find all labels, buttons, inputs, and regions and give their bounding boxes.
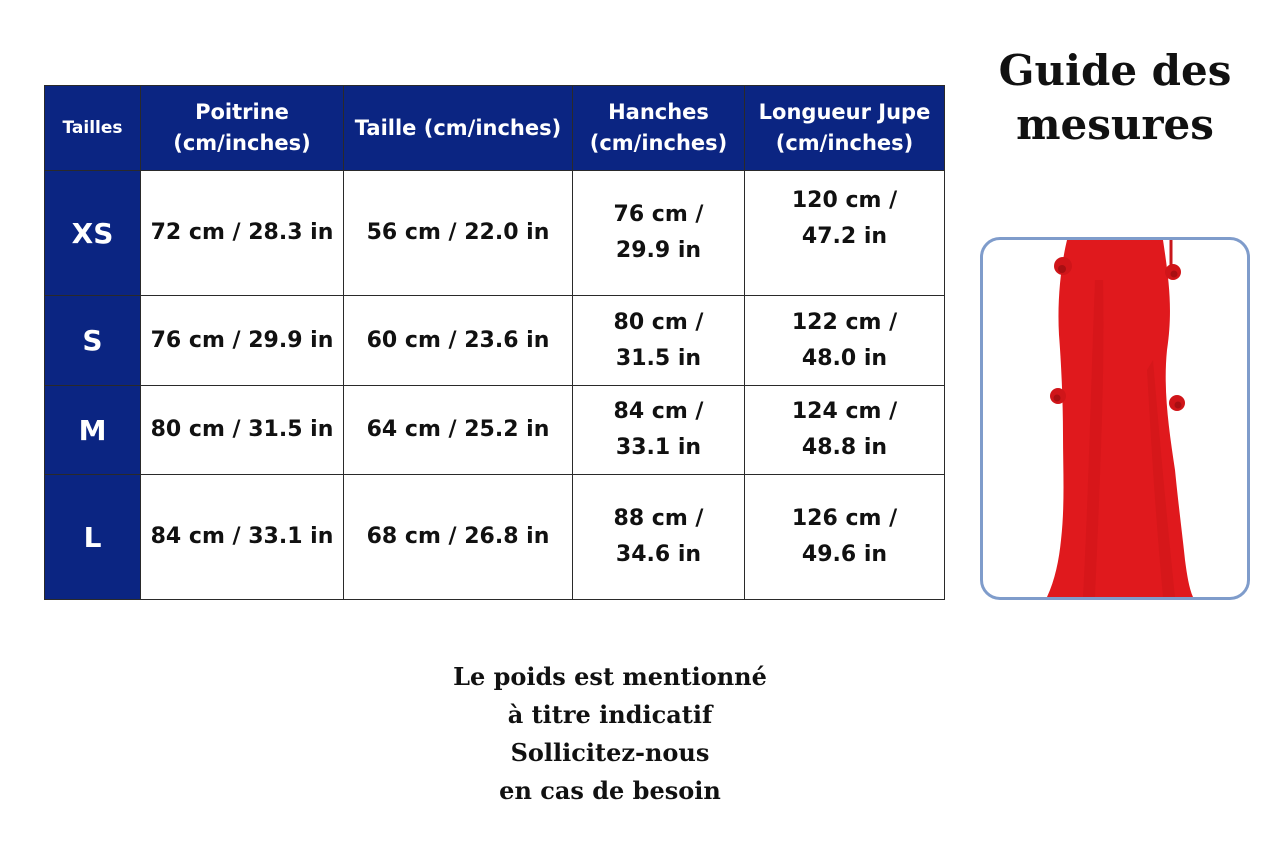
- table-row-s: [45, 296, 945, 386]
- waist-cell: 60 cm / 23.6 in: [344, 296, 573, 386]
- waist-cell: 68 cm / 26.8 in: [344, 475, 573, 600]
- size-cell: XS: [45, 171, 141, 296]
- header-hips-label: Hanches: [608, 100, 709, 124]
- note-line-2: à titre indicatif: [507, 700, 713, 729]
- page-title-line-1: Guide des: [998, 46, 1232, 95]
- hips-cell: [573, 296, 745, 386]
- table-row-l: [45, 475, 945, 600]
- header-chest-label: Poitrine: [195, 100, 289, 124]
- size-table: [44, 85, 945, 600]
- hips-cell: [573, 386, 745, 475]
- chest-cell: 76 cm / 29.9 in: [141, 296, 344, 386]
- size-cell: S: [45, 296, 141, 386]
- waist-cell: 64 cm / 25.2 in: [344, 386, 573, 475]
- dress-image-frame: [980, 237, 1250, 600]
- skirt-length-value-cm: 122 cm /: [791, 309, 898, 335]
- hips-value-in: 34.6 in: [615, 542, 702, 567]
- hips-value-in: 31.5 in: [615, 345, 702, 371]
- note-line-4: en cas de besoin: [499, 776, 721, 805]
- table-header-row: [45, 86, 945, 171]
- chest-cell: 72 cm / 28.3 in: [141, 171, 344, 296]
- note-line-1: Le poids est mentionné: [453, 662, 767, 691]
- chest-cell: 84 cm / 33.1 in: [141, 475, 344, 600]
- skirt-length-cell: [745, 296, 945, 386]
- hips-value-cm: 76 cm /: [613, 202, 704, 227]
- header-cell-chest: [141, 86, 344, 171]
- skirt-length-value-in: 48.0 in: [801, 345, 888, 371]
- hips-value-cm: 80 cm /: [613, 309, 704, 335]
- header-cell-skirt-length: [745, 86, 945, 171]
- size-cell: L: [45, 475, 141, 600]
- skirt-length-value-in: 48.8 in: [801, 435, 888, 460]
- hips-value-in: 33.1 in: [615, 435, 702, 460]
- waist-cell: 56 cm / 22.0 in: [344, 171, 573, 296]
- header-cell-size: [45, 86, 141, 171]
- hips-value-cm: 84 cm /: [613, 399, 704, 424]
- header-waist-label: Taille (cm/inches): [354, 115, 562, 140]
- hips-value-cm: 88 cm /: [613, 506, 704, 531]
- header-skirt-length-unit: (cm/inches): [775, 131, 914, 155]
- skirt-length-cell: [745, 475, 945, 600]
- skirt-length-cell: [745, 386, 945, 475]
- skirt-length-value-cm: 120 cm /: [791, 188, 898, 213]
- hips-cell: [573, 171, 745, 296]
- hips-value-in: 29.9 in: [615, 238, 702, 263]
- skirt-length-value-in: 47.2 in: [801, 224, 888, 249]
- page-title-line-2: mesures: [1016, 100, 1214, 149]
- header-size-label: Tailles: [62, 117, 123, 138]
- red-dress-image: [983, 240, 1247, 597]
- table-row-m: [45, 386, 945, 475]
- skirt-length-value-cm: 126 cm /: [791, 506, 898, 531]
- skirt-length-cell: [745, 171, 945, 296]
- size-cell: M: [45, 386, 141, 475]
- header-cell-waist: [344, 86, 573, 171]
- header-chest-unit: (cm/inches): [173, 131, 311, 155]
- table-row-xs: [45, 171, 945, 296]
- page-title: [990, 44, 1240, 152]
- hips-cell: [573, 475, 745, 600]
- skirt-length-value-cm: 124 cm /: [791, 399, 898, 424]
- header-hips-unit: (cm/inches): [589, 131, 728, 155]
- sizing-note: [410, 658, 810, 810]
- header-cell-hips: [573, 86, 745, 171]
- note-line-3: Sollicitez-nous: [510, 738, 710, 767]
- chest-cell: 80 cm / 31.5 in: [141, 386, 344, 475]
- header-skirt-length-label: Longueur Jupe: [758, 100, 931, 124]
- skirt-length-value-in: 49.6 in: [801, 542, 888, 567]
